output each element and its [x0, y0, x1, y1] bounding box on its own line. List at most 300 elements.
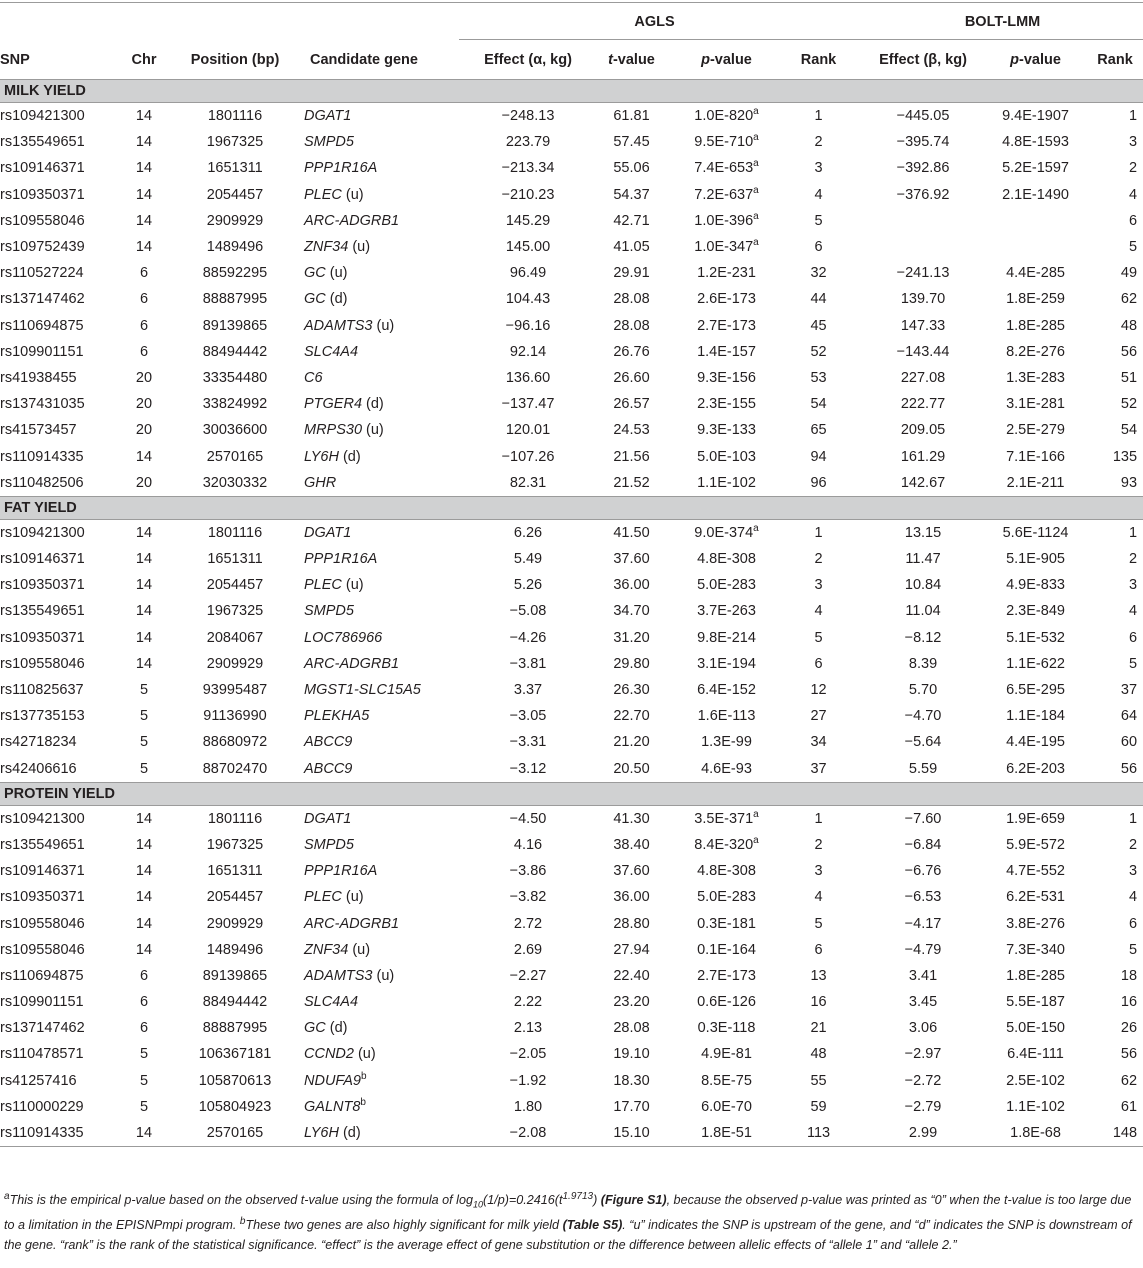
gene-position-note: (d)	[366, 396, 384, 413]
section-header	[0, 782, 1143, 805]
cell-bolt-rank: 49	[1120, 265, 1138, 282]
data-table	[0, 2, 1143, 1147]
cell-rank: 21	[810, 1020, 827, 1037]
cell-candidate-gene	[304, 443, 459, 469]
cell-t-value: 54.37	[613, 186, 650, 203]
cell-chr: 14	[135, 448, 153, 465]
cell-effect-beta: −395.74	[896, 134, 950, 151]
col-header-position: Position (bp)	[166, 41, 304, 80]
cell-bolt-rank: 62	[1120, 1072, 1138, 1089]
cell-candidate-gene	[304, 989, 459, 1015]
cell-effect-beta: −445.05	[896, 108, 950, 125]
cell-bolt-p-value: 1.1E-622	[1006, 655, 1065, 672]
cell-bolt-rank: 18	[1120, 967, 1138, 984]
cell-bolt-p-value: 3.8E-276	[1006, 915, 1065, 932]
table-row	[0, 572, 1143, 598]
gene-name: C6	[304, 369, 323, 386]
cell-rank: 6	[814, 655, 823, 672]
cell-candidate-gene	[304, 519, 459, 546]
cell-candidate-gene	[304, 805, 459, 832]
cell-effect-alpha: 5.49	[513, 551, 543, 568]
cell-t-value: 26.60	[613, 369, 650, 386]
gene-name: PPP1R16A	[304, 160, 378, 177]
cell-candidate-gene	[304, 417, 459, 443]
cell-bolt-rank: 6	[1128, 915, 1138, 932]
p-value-text: 5.0E-103	[697, 448, 756, 465]
cell-rank: 52	[810, 343, 827, 360]
cell-t-value: 18.30	[613, 1072, 650, 1089]
p-value-text: 1.2E-231	[697, 265, 756, 282]
cell-rank: 13	[810, 967, 827, 984]
table-row	[0, 470, 1143, 497]
cell-snp: rs109558046	[0, 212, 85, 229]
cell-rank: 12	[810, 682, 827, 699]
cell-position: 32030332	[202, 474, 268, 491]
p-value-text: 5.0E-283	[697, 577, 756, 594]
cell-snp: rs109558046	[0, 941, 85, 958]
cell-bolt-p-value: 5.2E-1597	[1002, 160, 1069, 177]
cell-bolt-p-value: 8.2E-276	[1006, 343, 1065, 360]
p-value-text: 4.9E-81	[701, 1046, 752, 1063]
cell-effect-alpha: 136.60	[505, 369, 551, 386]
cell-snp: rs109350371	[0, 186, 85, 203]
cell-rank: 54	[810, 396, 827, 413]
cell-t-value: 26.76	[613, 343, 650, 360]
cell-bolt-rank: 2	[1128, 551, 1138, 568]
p-value-text: 0.3E-181	[697, 915, 756, 932]
cell-snp: rs137147462	[0, 291, 85, 308]
cell-snp: rs109350371	[0, 889, 85, 906]
cell-bolt-p-value: 5.6E-1124	[1002, 524, 1069, 541]
cell-effect-beta: 5.70	[908, 682, 938, 699]
p-value-text: 9.5E-710	[694, 134, 754, 151]
cell-bolt-rank: 6	[1128, 629, 1138, 646]
cell-candidate-gene	[304, 677, 459, 703]
cell-chr: 14	[135, 810, 153, 827]
cell-bolt-rank: 5	[1128, 239, 1138, 256]
cell-p-value	[666, 339, 787, 365]
cell-bolt-rank: 48	[1120, 317, 1138, 334]
gene-position-note: (u)	[376, 317, 395, 334]
table-row	[0, 1015, 1143, 1041]
cell-rank: 113	[787, 1120, 850, 1147]
p-value-text: 1.0E-820	[694, 108, 754, 125]
cell-chr: 14	[135, 655, 153, 672]
cell-effect-beta	[850, 234, 984, 260]
cell-chr: 20	[135, 422, 153, 439]
cell-effect-alpha: 92.14	[509, 343, 547, 360]
cell-chr: 14	[135, 577, 153, 594]
cell-candidate-gene	[304, 234, 459, 260]
cell-bolt-rank: 52	[1120, 396, 1138, 413]
cell-candidate-gene	[304, 572, 459, 598]
cell-rank: 53	[810, 369, 827, 386]
table-row	[0, 286, 1143, 312]
cell-candidate-gene	[304, 937, 459, 963]
gene-name: PPP1R16A	[304, 551, 378, 568]
p-value-footnote-mark: a	[753, 808, 759, 820]
cell-chr: 6	[139, 967, 149, 984]
p-value-text: 8.4E-320	[694, 836, 754, 853]
cell-candidate-gene	[304, 1015, 459, 1041]
gene-position-note: (d)	[329, 291, 348, 308]
cell-effect-alpha: 2.72	[513, 915, 543, 932]
p-value-text: 7.2E-637	[694, 186, 754, 203]
cell-rank: 2	[814, 836, 823, 853]
cell-bolt-p-value: 4.8E-1593	[1002, 134, 1069, 151]
gene-name: GC	[304, 265, 326, 282]
p-value-text: 6.0E-70	[701, 1098, 752, 1115]
cell-snp: rs110694875	[0, 967, 84, 984]
cell-bolt-rank: 51	[1120, 369, 1138, 386]
cell-bolt-p-value: 2.1E-211	[1006, 474, 1065, 491]
table-row	[0, 519, 1143, 546]
table-row	[0, 546, 1143, 572]
section-title: PROTEIN YIELD	[0, 782, 1143, 805]
gene-position-note: (u)	[376, 967, 395, 984]
cell-bolt-p-value: 3.1E-281	[1006, 396, 1065, 413]
cell-bolt-rank: 148	[1087, 1120, 1143, 1147]
cell-effect-alpha: 96.49	[509, 265, 547, 282]
cell-p-value	[666, 208, 787, 234]
cell-p-value	[666, 443, 787, 469]
p-value-text: 0.1E-164	[697, 941, 756, 958]
table-row	[0, 208, 1143, 234]
cell-snp: rs137735153	[0, 708, 85, 725]
cell-bolt-rank: 5	[1128, 655, 1138, 672]
cell-bolt-p-value: 5.1E-905	[1006, 551, 1065, 568]
cell-bolt-p-value: 2.5E-102	[1006, 1072, 1065, 1089]
gene-footnote-mark: b	[360, 1070, 367, 1082]
cell-bolt-rank: 26	[1120, 1020, 1138, 1037]
gene-name: ZNF34	[304, 941, 349, 958]
gene-name: LY6H	[304, 1125, 339, 1142]
cell-t-value: 31.20	[613, 629, 650, 646]
cell-candidate-gene	[304, 729, 459, 755]
cell-p-value	[666, 598, 787, 624]
cell-chr: 20	[135, 474, 153, 491]
cell-effect-beta: 209.05	[900, 422, 946, 439]
cell-snp: rs109146371	[0, 160, 85, 177]
p-value-text: 4.6E-93	[701, 760, 752, 777]
cell-t-value: 55.06	[613, 160, 650, 177]
cell-effect-alpha: 2.13	[513, 1020, 543, 1037]
cell-chr: 14	[135, 134, 153, 151]
cell-bolt-p-value: 4.4E-285	[1006, 265, 1065, 282]
cell-p-value	[666, 546, 787, 572]
cell-position: 88592295	[202, 265, 268, 282]
cell-effect-beta: −5.64	[904, 734, 942, 751]
gene-name: PPP1R16A	[304, 863, 378, 880]
cell-position: 2054457	[206, 889, 264, 906]
cell-effect-alpha: 4.16	[513, 836, 543, 853]
p-value-text: 7.4E-653	[694, 160, 754, 177]
cell-t-value: 41.30	[613, 810, 650, 827]
cell-bolt-p-value: 4.4E-195	[1006, 734, 1065, 751]
cell-position: 91136990	[203, 708, 267, 725]
gene-position-note: (u)	[357, 1046, 376, 1063]
cell-chr: 5	[139, 1046, 149, 1063]
p-value-text: 1.1E-102	[697, 474, 756, 491]
cell-p-value	[666, 365, 787, 391]
cell-t-value: 29.91	[613, 265, 650, 282]
cell-bolt-p-value: 2.5E-279	[1006, 422, 1065, 439]
cell-position: 1651311	[207, 863, 263, 880]
cell-position: 88680972	[202, 734, 268, 751]
cell-bolt-rank: 93	[1120, 474, 1138, 491]
cell-bolt-p-value: 1.1E-184	[1006, 708, 1065, 725]
cell-chr: 5	[139, 760, 149, 777]
cell-bolt-p-value: 1.1E-102	[1006, 1098, 1065, 1115]
gene-name: ADAMTS3	[304, 967, 373, 984]
p-value-footnote-mark: a	[753, 211, 759, 223]
cell-position: 1967325	[206, 134, 264, 151]
cell-effect-beta: 147.33	[900, 317, 946, 334]
cell-p-value	[666, 129, 787, 155]
cell-t-value: 28.08	[613, 1020, 650, 1037]
table-row	[0, 417, 1143, 443]
cell-bolt-rank: 135	[1112, 448, 1138, 465]
cell-snp: rs110914335	[0, 448, 84, 465]
cell-effect-beta: 161.29	[900, 448, 946, 465]
cell-t-value: 17.70	[613, 1098, 650, 1115]
col-header-bolt-p-value: p-value	[984, 41, 1087, 80]
table-row	[0, 260, 1143, 286]
cell-effect-alpha: −2.08	[459, 1120, 597, 1147]
p-value-text: 9.3E-156	[697, 369, 756, 386]
cell-bolt-p-value: 1.8E-259	[1006, 291, 1065, 308]
cell-snp: rs109350371	[0, 577, 85, 594]
table-reference: (Table S5)	[562, 1217, 623, 1232]
cell-bolt-p-value: 1.8E-68	[984, 1120, 1087, 1147]
cell-rank: 16	[810, 994, 827, 1011]
cell-position: 2054457	[206, 186, 264, 203]
p-value-footnote-mark: a	[753, 523, 759, 535]
cell-rank: 32	[810, 265, 827, 282]
cell-rank: 1	[814, 524, 823, 541]
cell-t-value: 28.08	[613, 317, 650, 334]
cell-t-value: 22.70	[613, 708, 650, 725]
cell-bolt-rank: 2	[1128, 160, 1138, 177]
cell-chr: 5	[139, 734, 149, 751]
cell-bolt-rank: 64	[1120, 708, 1138, 725]
col-header-rank: Rank	[787, 41, 850, 80]
cell-bolt-rank: 37	[1120, 682, 1138, 699]
cell-p-value	[666, 756, 787, 783]
cell-position: 33354480	[202, 369, 268, 386]
p-value-text: 1.6E-113	[697, 708, 756, 725]
cell-bolt-rank: 62	[1120, 291, 1138, 308]
gene-name: MRPS30	[304, 422, 363, 439]
cell-candidate-gene	[304, 260, 459, 286]
col-header-t-value: t-value	[597, 41, 666, 80]
table-row	[0, 1094, 1143, 1120]
cell-candidate-gene	[304, 546, 459, 572]
cell-effect-alpha: 120.01	[505, 422, 551, 439]
cell-bolt-p-value: 2.1E-1490	[1002, 186, 1069, 203]
cell-p-value	[666, 155, 787, 181]
cell-effect-beta: 222.77	[900, 396, 946, 413]
cell-effect-alpha: −3.05	[509, 708, 547, 725]
cell-p-value	[666, 729, 787, 755]
table-body	[0, 80, 1143, 1147]
p-value-text: 5.0E-283	[697, 889, 756, 906]
cell-candidate-gene	[304, 155, 459, 181]
cell-snp: rs41257416	[0, 1072, 77, 1089]
cell-position: 93995487	[202, 682, 268, 699]
table-footnote: $^a$This is the empirical p-value based on the observed t-value using the formula of $\log_{10}(1/p)=0.2416(t^{1.9713})$ (Figure S1), because the observed p-value was printed as “0” when the t-value is too large due to a limitation in the EPISNPmpi program. $^b$These two genes are also highly significant for milk yield (Table S5). “u” indicates the SNP is upstream of the gene, and “d” indicates the SNP is downstream of the gene. “rank” is the rank of the statistical significance. “effect” is the average effect of gene substitution or the difference between allelic effects of “allele 1” and “allele 2.”	[4, 1190, 1132, 1252]
cell-bolt-p-value: 1.3E-283	[1006, 369, 1065, 386]
cell-chr: 14	[135, 239, 153, 256]
cell-position: 2909929	[206, 915, 264, 932]
cell-snp: rs110478571	[0, 1046, 84, 1063]
p-value-footnote-mark: a	[753, 184, 759, 196]
gene-name: SMPD5	[304, 836, 354, 853]
cell-snp: rs109146371	[0, 863, 85, 880]
gene-position-note: (u)	[345, 889, 364, 906]
cell-t-value: 21.20	[613, 734, 650, 751]
cell-rank: 65	[810, 422, 827, 439]
gene-name: GALNT8	[304, 1098, 361, 1115]
gene-name: PLEC	[304, 889, 342, 906]
cell-position: 33824992	[202, 396, 268, 413]
table-row	[0, 937, 1143, 963]
cell-rank: 37	[810, 760, 827, 777]
table-row	[0, 234, 1143, 260]
p-value-text: 9.8E-214	[697, 629, 756, 646]
cell-bolt-p-value: 2.3E-849	[1006, 603, 1065, 620]
p-value-text: 1.0E-396	[694, 212, 754, 229]
cell-p-value	[666, 182, 787, 208]
p-value-text: 3.5E-371	[694, 810, 754, 827]
table-row	[0, 391, 1143, 417]
cell-effect-alpha: −107.26	[501, 448, 555, 465]
cell-rank: 96	[810, 474, 827, 491]
p-value-text: 9.0E-374	[694, 524, 754, 541]
cell-t-value: 37.60	[613, 551, 650, 568]
cell-snp: rs42718234	[0, 734, 77, 751]
cell-snp: rs110825637	[0, 682, 84, 699]
p-value-text: 1.4E-157	[697, 343, 756, 360]
cell-position: 105870613	[198, 1072, 272, 1089]
cell-bolt-rank: 3	[1128, 577, 1138, 594]
p-value-text: 8.5E-75	[701, 1072, 752, 1089]
cell-effect-alpha: 1.80	[513, 1098, 543, 1115]
cell-effect-alpha: 145.00	[505, 239, 551, 256]
cell-bolt-p-value	[984, 208, 1087, 234]
p-value-text: 0.3E-118	[697, 1020, 756, 1037]
table-row	[0, 832, 1143, 858]
cell-p-value	[666, 805, 787, 832]
cell-t-value: 37.60	[613, 863, 650, 880]
cell-position: 106367181	[198, 1046, 272, 1063]
cell-rank: 2	[814, 551, 823, 568]
cell-bolt-rank: 4	[1128, 889, 1138, 906]
cell-chr: 14	[135, 551, 153, 568]
cell-position: 89139865	[202, 317, 268, 334]
cell-chr: 20	[135, 369, 153, 386]
cell-t-value: 26.30	[613, 682, 650, 699]
cell-position: 2084067	[206, 629, 264, 646]
cell-position: 2909929	[206, 655, 264, 672]
cell-snp: rs109901151	[0, 343, 84, 360]
p-value-text: 1.0E-347	[694, 239, 754, 256]
gene-name: LY6H	[304, 448, 339, 465]
cell-effect-beta: 11.47	[905, 551, 941, 568]
section-header	[0, 80, 1143, 103]
cell-t-value: 61.81	[613, 108, 650, 125]
cell-candidate-gene	[304, 470, 459, 497]
table-row	[0, 103, 1143, 130]
cell-snp: rs109752439	[0, 239, 85, 256]
cell-candidate-gene	[304, 598, 459, 624]
cell-p-value	[666, 1015, 787, 1041]
cell-candidate-gene	[304, 858, 459, 884]
gene-name: MGST1-SLC15A5	[304, 682, 421, 699]
cell-p-value	[666, 391, 787, 417]
cell-p-value	[666, 963, 787, 989]
p-value-text: 2.3E-155	[697, 396, 756, 413]
cell-bolt-rank: 61	[1120, 1098, 1138, 1115]
cell-t-value: 42.71	[613, 212, 650, 229]
cell-position: 1489496	[206, 941, 264, 958]
cell-rank: 6	[814, 239, 823, 256]
cell-rank: 94	[810, 448, 827, 465]
cell-bolt-p-value: 6.2E-203	[1006, 760, 1065, 777]
cell-p-value	[666, 519, 787, 546]
cell-t-value: 21.52	[613, 474, 650, 491]
cell-effect-alpha: −4.26	[509, 629, 547, 646]
gene-name: PLEC	[304, 186, 342, 203]
cell-position: 89139865	[202, 967, 268, 984]
cell-chr: 14	[135, 941, 153, 958]
gene-name: SLC4A4	[304, 994, 359, 1011]
cell-candidate-gene	[304, 1041, 459, 1067]
cell-rank: 3	[814, 160, 823, 177]
cell-bolt-rank: 2	[1128, 836, 1138, 853]
cell-position: 88702470	[202, 760, 268, 777]
cell-position: 1801116	[207, 810, 263, 827]
cell-snp: rs41573457	[0, 422, 77, 439]
cell-candidate-gene	[304, 1120, 459, 1147]
gene-name: DGAT1	[304, 108, 352, 125]
cell-position: 1967325	[206, 603, 264, 620]
cell-candidate-gene	[304, 1068, 459, 1094]
cell-bolt-p-value: 5.9E-572	[1006, 836, 1065, 853]
cell-snp: rs135549651	[0, 836, 85, 853]
cell-p-value	[666, 677, 787, 703]
table-row	[0, 1068, 1143, 1094]
cell-position: 2570165	[166, 1120, 304, 1147]
cell-chr: 6	[139, 317, 149, 334]
gene-name: SMPD5	[304, 134, 354, 151]
gene-position-note: (d)	[342, 1125, 361, 1142]
cell-effect-beta: 5.59	[908, 760, 938, 777]
cell-rank: 27	[810, 708, 827, 725]
table-row	[0, 129, 1143, 155]
gene-name: ABCC9	[304, 734, 353, 751]
cell-bolt-rank: 6	[1128, 212, 1138, 229]
cell-p-value	[666, 651, 787, 677]
cell-position: 1651311	[207, 551, 263, 568]
gene-position-note: (d)	[342, 448, 361, 465]
cell-bolt-p-value: 5.0E-150	[1006, 1020, 1065, 1037]
section-title: FAT YIELD	[0, 496, 1143, 519]
p-value-footnote-mark: a	[753, 237, 759, 249]
table-row	[0, 313, 1143, 339]
cell-effect-beta: −241.13	[896, 265, 950, 282]
cell-t-value: 36.00	[613, 577, 650, 594]
